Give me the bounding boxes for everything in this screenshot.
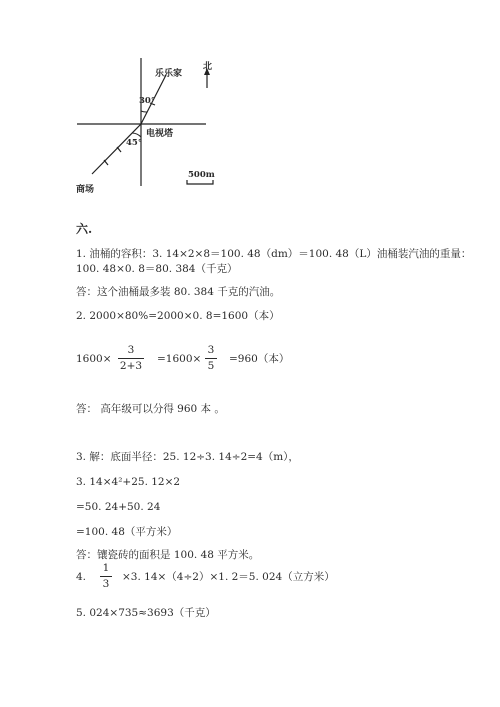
north-label: 北 — [203, 62, 213, 72]
q2-frac1-denominator: 2+3 — [119, 360, 143, 372]
q4-frac-numerator: 1 — [102, 562, 110, 574]
q2-frac2-numerator: 3 — [207, 344, 215, 356]
section-heading: 六. — [76, 222, 93, 236]
scale-bar — [187, 180, 213, 184]
q4-expression: ×3. 14×（4÷2）×1. 2＝5. 024（立方米） — [122, 571, 335, 583]
q3-line1: 3. 解：底面半径：25. 12÷3. 14÷2=4（m）， — [76, 451, 299, 463]
q3-line4: =100. 48（平方米） — [76, 526, 178, 538]
angle-45-label: 45° — [126, 138, 143, 148]
q2-fraction-1 — [118, 344, 144, 373]
direction-map — [0, 0, 500, 210]
q2-expr-start: 1600× — [76, 353, 112, 365]
q1-line2: 100. 48×0. 8＝80. 384（千克） — [76, 263, 238, 275]
route-to-mall — [92, 124, 141, 174]
q2-line1: 2. 2000×80%=2000×0. 8=1600（本） — [76, 310, 280, 322]
q2-expr-end: =960（本） — [229, 353, 290, 365]
q1-answer: 答：这个油桶最多装 80. 384 千克的汽油。 — [76, 286, 281, 298]
q4-frac-denominator: 3 — [102, 578, 110, 590]
q2-frac1-numerator: 3 — [127, 344, 135, 356]
q5-line: 5. 024×735≈3693（千克） — [76, 607, 216, 619]
q3-line3: =50. 24+50. 24 — [76, 501, 161, 513]
home-label: 乐乐家 — [155, 69, 183, 79]
q2-frac2-denominator: 5 — [207, 360, 215, 372]
q3-line2: 3. 14×4²+25. 12×2 — [76, 476, 181, 488]
q2-answer: 答： 高年级可以分得 960 本 。 — [76, 403, 225, 415]
q1-line1: 1. 油桶的容积：3. 14×2×8＝100. 48（dm）＝100. 48（L）油桶装汽油的重量： — [76, 248, 472, 260]
mall-label: 商场 — [76, 185, 95, 195]
q2-fraction-2 — [205, 344, 217, 373]
q3-answer: 答：镶瓷砖的面积是 100. 48 平方米。 — [76, 549, 260, 561]
q2-expr-mid: =1600× — [157, 353, 202, 365]
q4-fraction — [100, 562, 112, 591]
tower-label: 电视塔 — [146, 129, 174, 139]
scale-label: 500m — [188, 170, 215, 180]
angle-30-label: 30° — [139, 96, 156, 106]
q4-number: 4. — [76, 571, 87, 583]
